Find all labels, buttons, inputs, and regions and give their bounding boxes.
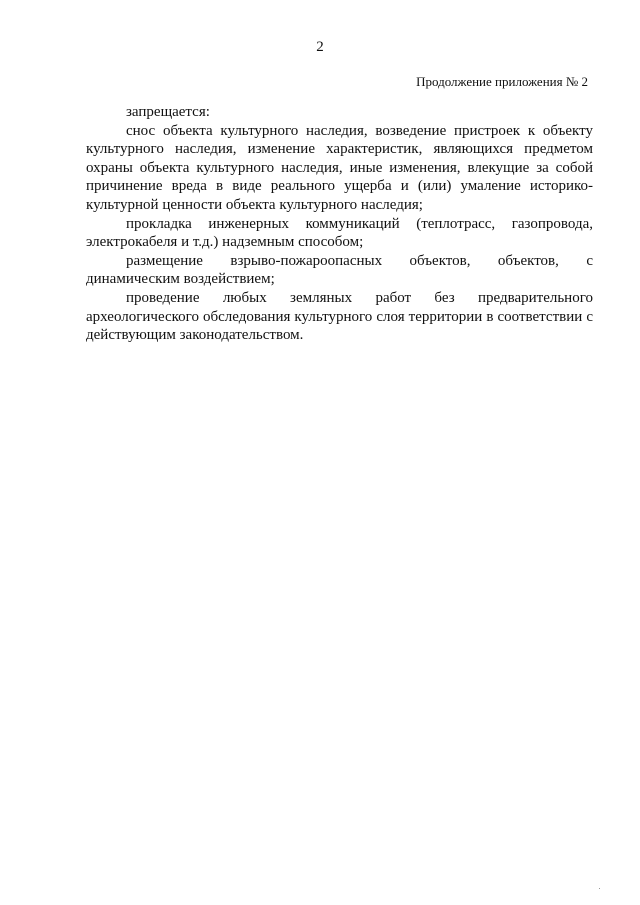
paragraph-demolition: снос объекта культурного наследия, возведение пристроек к объекту культурного наследия, изменение характеристик, являющихся предметом охраны объекта культурного наследия, иные изменения, влекущие за собой причинение вреда в виде реального ущерба и (или) умаление историко-культурной ценности объекта культурного наследия; [86,122,593,213]
paragraph-hazardous-objects: размещение взрыво-пожароопасных объектов, объектов, с динамическим воздействием; [86,252,593,288]
scan-artifact [599,888,600,889]
document-body [86,103,593,345]
page-number: 2 [316,39,324,55]
appendix-continuation-note: Продолжение приложения № 2 [416,74,588,89]
paragraph-earthworks: проведение любых земляных работ без предварительного археологического обследования культурного слоя территории в соответствии с действующим законодательством. [86,289,593,344]
paragraph-utilities: прокладка инженерных коммуникаций (теплотрасс, газопровода, электрокабеля и т.д.) надземным способом; [86,215,593,251]
paragraph-prohibited-intro: запрещается: [126,104,210,120]
